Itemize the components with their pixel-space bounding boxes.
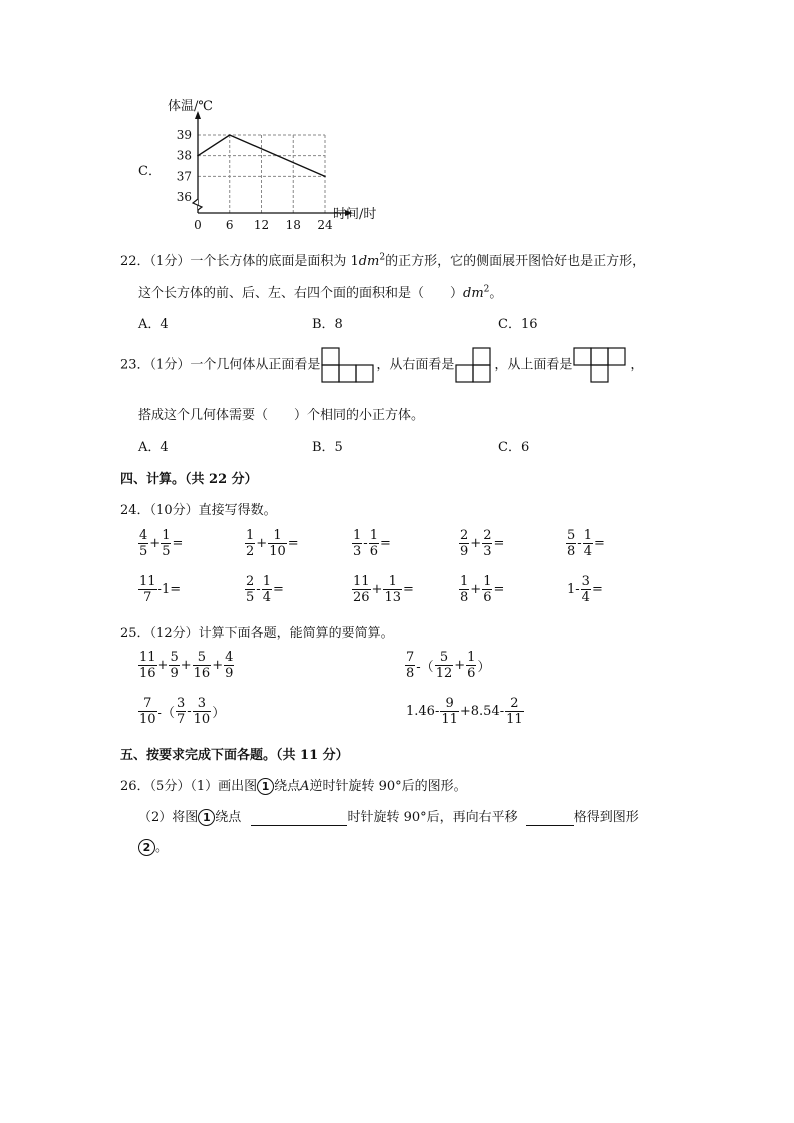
q22-unit: dm [358, 254, 380, 269]
q23-text-2: ，从右面看是 [376, 357, 455, 373]
y-tick-label: 37 [176, 169, 192, 184]
q23-option-b[interactable]: B．5 [312, 440, 343, 455]
x-tick-label: 0 [194, 218, 202, 232]
figure-1-circle-icon: 1 [257, 778, 274, 795]
q22-line2 [138, 282, 502, 301]
temperature-line-chart [165, 95, 395, 235]
q26-text-c: 逆时针旋转 90°后的图形。 [309, 779, 467, 794]
q26-text-a: 26．（5分）（1）画出图 [120, 779, 258, 794]
q25-title: 25．（12分）计算下面各题，能简算的要简算。 [120, 626, 394, 641]
x-axis-title: 时间/时 [333, 207, 377, 222]
q23-option-a[interactable]: A．4 [138, 440, 169, 455]
data-point [229, 134, 231, 136]
q24-expr-6: $\frac{11}{7}$ -1= [139, 574, 182, 605]
q25-expr-2: $\frac{7}{8}$ -（ $\frac{5}{12}$ + $\frac{1}{6}$ ） [406, 650, 491, 681]
q25-expr-1: $\frac{11}{16}$ + $\frac{5}{9}$ + $\frac{5}{16}$ + $\frac{4}{9}$ [139, 650, 234, 681]
data-point [324, 176, 326, 178]
front-view-figure [320, 346, 376, 384]
x-tick-label: 12 [253, 218, 270, 232]
q26-text-h: 。 [155, 840, 169, 855]
y-axis-title: 体温/℃ [168, 99, 213, 114]
q22-sup-2: 2 [483, 284, 490, 295]
q24-expr-4: $\frac{2}{9}$ + $\frac{2}{3}$ = [460, 528, 505, 559]
point-a-label: A [300, 779, 310, 794]
q26-text-f: 时针旋转 90°后，再向右平移 [347, 810, 518, 825]
q24-expr-5: $\frac{5}{8}$ - $\frac{1}{4}$ = [567, 528, 605, 559]
x-tick-label: 24 [317, 218, 333, 232]
q22-line1 [120, 250, 645, 269]
y-tick-label: 39 [176, 128, 192, 142]
q24-title: 24．（10分）直接写得数。 [120, 503, 277, 518]
q26-line1 [120, 775, 467, 795]
q24-expr-10: 1- $\frac{3}{4}$ = [567, 574, 603, 605]
q23-line2: 搭成这个几何体需要（ ）个相同的小正方体。 [138, 408, 425, 423]
q23-text-4: ， [630, 357, 644, 373]
q22-text-a: 22．（1分）一个长方体的底面是面积为 1 [120, 254, 359, 269]
section5-heading: 五、按要求完成下面各题。（共 11 分） [120, 748, 349, 763]
q23-line1 [120, 346, 643, 384]
q22-option-a[interactable]: A．4 [138, 317, 169, 332]
q26-line3 [138, 836, 168, 856]
q24-expr-1: $\frac{4}{5}$ + $\frac{1}{5}$ = [139, 528, 184, 559]
q25-expr-4: 1.46- $\frac{9}{11}$ +8.54- $\frac{2}{11}$ [406, 696, 523, 727]
top-view-figure [572, 346, 630, 384]
right-view-figure [454, 346, 494, 384]
section4-heading: 四、计算。（共 22 分） [120, 472, 258, 487]
q26-text-e: 绕点 [215, 810, 242, 825]
figure-2-circle-icon: 2 [138, 839, 155, 856]
q22-sup: 2 [379, 252, 386, 263]
q24-expr-7: $\frac{2}{5}$ - $\frac{1}{4}$ = [246, 574, 284, 605]
q23-text-1: 23．（1分）一个几何体从正面看是 [120, 357, 321, 373]
data-point [197, 155, 199, 157]
q26-line2 [138, 806, 639, 826]
q22-text-d: 。 [489, 286, 503, 301]
q22-text-b: 的正方形，它的侧面展开图恰好也是正方形， [385, 254, 646, 269]
q22-text-c: 这个长方体的前、后、左、右四个面的面积和是（ ） [138, 286, 464, 301]
q24-expr-8: $\frac{11}{26}$ + $\frac{1}{13}$ = [353, 574, 414, 605]
x-tick-label: 18 [285, 218, 301, 232]
q22-option-c[interactable]: C．16 [498, 317, 538, 332]
q26-text-g: 格得到图形 [573, 810, 639, 825]
figure-1-circle-icon-2: 1 [198, 809, 215, 826]
q24-expr-9: $\frac{1}{8}$ + $\frac{1}{6}$ = [460, 574, 505, 605]
q26-text-b: 绕点 [274, 779, 301, 794]
direction-blank[interactable] [251, 810, 347, 826]
q24-expr-2: $\frac{1}{2}$ + $\frac{1}{10}$ = [246, 528, 299, 559]
y-tick-label: 38 [176, 148, 192, 163]
q22-option-b[interactable]: B．8 [312, 317, 343, 332]
y-tick-label: 36 [176, 190, 192, 204]
q26-text-d: （2）将图 [138, 810, 199, 825]
chart-option-label: C． [138, 164, 161, 179]
shift-blank[interactable] [526, 810, 574, 826]
q22-unit-2: dm [463, 286, 484, 301]
x-tick-label: 6 [225, 218, 234, 232]
q23-option-c[interactable]: C．6 [498, 440, 530, 455]
q23-text-3: ，从上面看是 [494, 357, 573, 373]
q25-expr-3: $\frac{7}{10}$ -（ $\frac{3}{7}$ - $\frac{3}{10}$ ） [139, 696, 226, 727]
q24-expr-3: $\frac{1}{3}$ - $\frac{1}{6}$ = [353, 528, 391, 559]
